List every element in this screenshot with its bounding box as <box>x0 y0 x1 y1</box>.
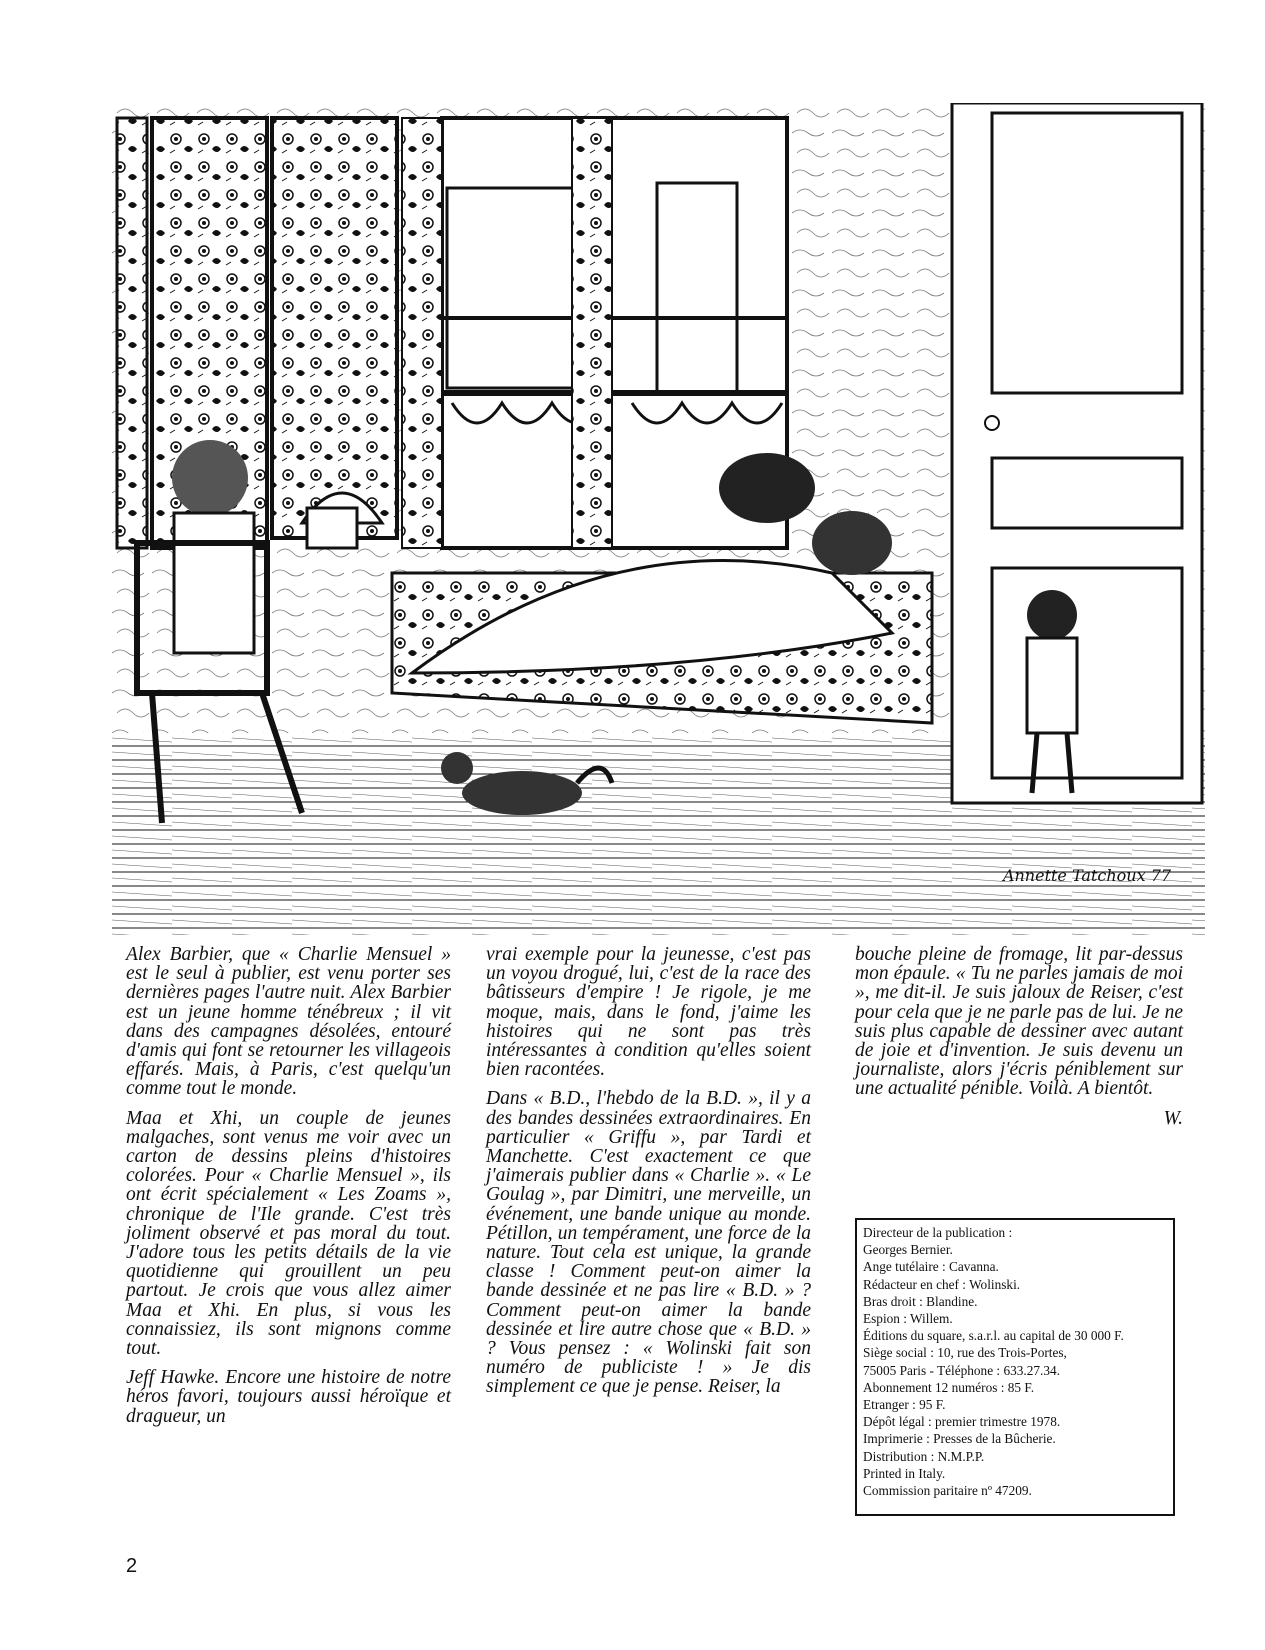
masthead-line: Directeur de la publication : <box>863 1225 1013 1240</box>
paragraph: Alex Barbier, que « Charlie Mensuel » est le seul à publier, est venu porter ses dernières pages l'autre nuit. Alex Barbier est un jeune homme ténébreux ; il vit dans des campagnes désolées, entouré d'amis qui font se retourner les villageois effarés. Mais, à Paris, c'est quelqu'un comme tout le monde. <box>126 944 451 1100</box>
masthead-line: Commission paritaire nº 47209. <box>863 1483 1032 1499</box>
masthead-line: Etranger : 95 F. <box>863 1397 946 1413</box>
masthead-line: Éditions du square, s.a.r.l. au capital de 30 000 F. <box>863 1328 1124 1344</box>
masthead-box <box>855 1218 1175 1516</box>
illustration <box>112 103 1205 935</box>
masthead-line: Bras droit : Blandine. <box>863 1293 978 1309</box>
article-column-1 <box>126 945 451 1436</box>
masthead-line: Imprimerie : Presses de la Bûcherie. <box>863 1431 1056 1447</box>
masthead-line: Ange tutélaire : Cavanna. <box>863 1259 999 1275</box>
folding-screen <box>117 118 397 548</box>
masthead-line: Espion : Willem. <box>863 1311 953 1327</box>
article-column-2 <box>486 945 811 1407</box>
masthead-line: Abonnement 12 numéros : 85 F. <box>863 1379 1035 1395</box>
masthead-line: Printed in Italy. <box>863 1465 946 1481</box>
paragraph: Jeff Hawke. Encore une histoire de notre héros favori, toujours aussi héroïque et dragueur, un <box>126 1367 451 1427</box>
masthead-line: Siège social : 10, rue des Trois-Portes, <box>863 1345 1067 1361</box>
masthead-line: 75005 Paris - Téléphone : 633.27.34. <box>863 1362 1060 1378</box>
paragraph: vrai exemple pour la jeunesse, c'est pas un voyou drogué, lui, c'est de la race des bâtisseurs d'empire ! Je rigole, je me moque, mais, dans le fond, j'aime les histoires qui ne sont pas très intéressantes à condition qu'elles soient bien racontées. <box>486 944 811 1081</box>
artist-signature: Annette Tatchoux 77 <box>1002 866 1172 885</box>
illustration-drawing <box>112 103 1205 935</box>
paragraph: Dans « B.D., l'hebdo de la B.D. », il y a des bandes dessinées extraordinaires. En particulier « Griffu », par Tardi et Manchette. C'est exactement ce que j'aimerais publier dans « Charlie ». « Le Goulag », par Dimitri, une merveille, un événement, une bande unique au monde. Pétillon, un tempérament, une force de la nature. Tout cela est unique, la grande classe ! Comment peut-on aimer la bande dessinée et ne pas lire « B.D. » ? Comment peut-on aimer la bande dessinée et lire autre chose que « B.D. » ? Vous pensez : « Wolinski fait son numéro de publiciste ! » Je dis simplement ce que je pense. Reiser, la <box>486 1088 811 1398</box>
masthead-line: Rédacteur en chef : Wolinski. <box>863 1276 1021 1292</box>
author-signature: W. <box>1163 1107 1183 1129</box>
paragraph: bouche pleine de fromage, lit par-dessus mon épaule. « Tu ne parles jamais de moi », me dit-il. Je suis jaloux de Reiser, c'est pour cela que je ne parle pas de lui. Je ne suis plus capable de dessiner avec autant de joie et d'invention. Je suis devenu un journaliste, alors j'écris péniblement sur une actualité pénible. Voilà. A bientôt. <box>855 944 1183 1100</box>
masthead-line: Georges Bernier. <box>863 1242 953 1258</box>
page-number: 2 <box>126 1555 138 1577</box>
masthead-line: Dépôt légal : premier trimestre 1978. <box>863 1414 1061 1430</box>
paragraph: Maa et Xhi, un couple de jeunes malgaches, sont venus me voir avec un carton de dessins pleins d'histoires colorées. Pour « Charlie Mensuel », ils ont écrit spécialement « Les Zoams », chronique de l'Ile grande. C'est très joliment observé et pas moral du tout. J'adore tous les petits détails de la vie quotidienne qui grouillent un peu partout. Je crois que vous allez aimer Maa et Xhi. En plus, si vous les connaissiez, ils sont mignons comme tout. <box>126 1107 451 1360</box>
article-column-3 <box>855 945 1183 1128</box>
masthead-line: Distribution : N.M.P.P. <box>863 1448 985 1464</box>
